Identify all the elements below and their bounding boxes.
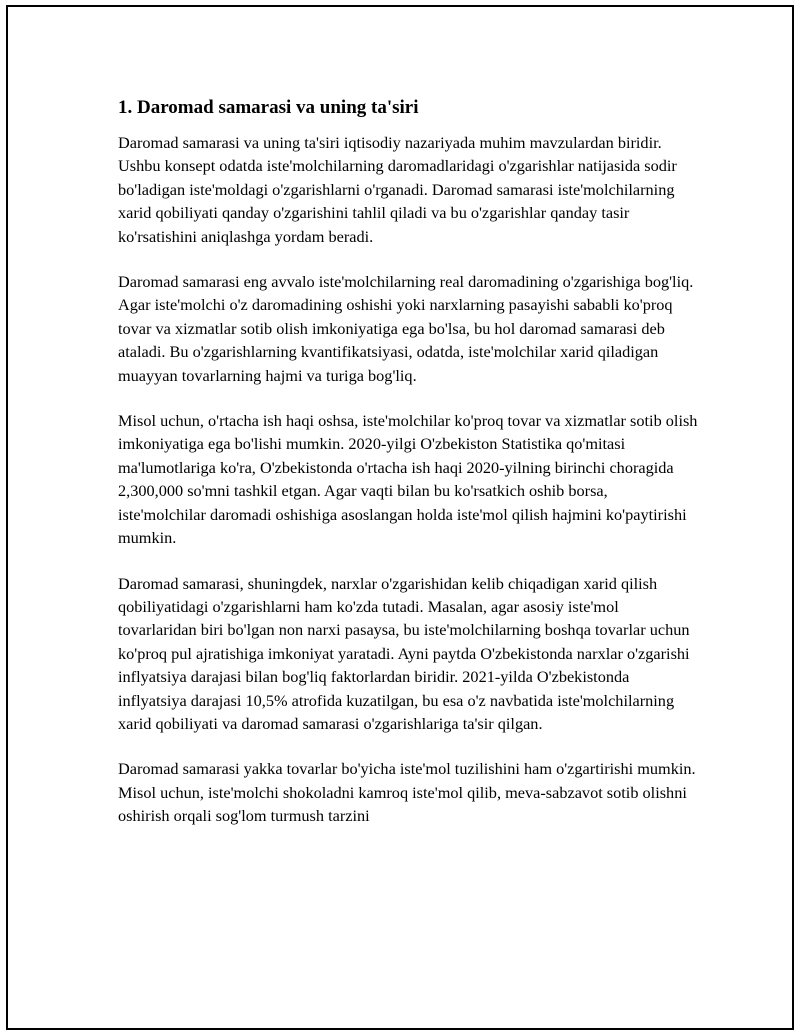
paragraph-5: Daromad samarasi yakka tovarlar bo'yicha iste'mol tuzilishini ham o'zgartirishi mumkin. Misol uchun, iste'molchi shokoladni kamroq iste'mol qilib, meva-sabzavot sotib olishni oshirish orqali sog'lom turmush tarzini <box>118 759 696 826</box>
paragraph-1: Daromad samarasi va uning ta'siri iqtisodiy nazariyada muhim mavzulardan biridir. Ushbu konsept odatda iste'molchilarning daromadlaridagi o'zgarishlar natijasida sodir bo'ladigan iste'moldagi o'zgarishlarni o'rganadi. Daromad samarasi iste'molchilarning xarid qobiliyati qanday o'zgarishini tahlil qiladi va bu o'zgarishlar qanday tasir ko'rsatishini aniqlashga yordam beradi. <box>118 133 677 246</box>
paragraph-3: Misol uchun, o'rtacha ish haqi oshsa, iste'molchilar ko'proq tovar va xizmatlar sotib olish imkoniyatiga ega bo'lishi mumkin. 2020-yilgi O'zbekiston Statistika qo'mitasi ma'lumotlariga ko'ra, O'zbekistonda o'rtacha ish haqi 2020-yilning birinchi choragida 2,300,000 so'mni tashkil etgan. Agar vaqti bilan bu ko'rsatkich oshib borsa, iste'molchilar daromadi oshishiga asoslangan holda iste'mol qilish hajmini ko'paytirishi mumkin. <box>118 411 698 548</box>
document-page <box>6 5 794 1030</box>
section-heading: 1. Daromad samarasi va uning ta'siri <box>118 97 419 118</box>
document-content <box>118 95 698 850</box>
paragraph-4: Daromad samarasi, shuningdek, narxlar o'zgarishidan kelib chiqadigan xarid qilish qobiliyatidagi o'zgarishlarni ham ko'zda tutadi. Masalan, agar asosiy iste'mol tovarlaridan biri bo'lgan non narxi pasaysa, bu iste'molchilarning boshqa tovarlar uchun ko'proq pul ajratishiga imkoniyat yaratadi. Ayni paytda O'zbekistonda narxlar o'zgarishi inflyatsiya darajasi bilan bog'liq faktorlardan biridir. 2021-yilda O'zbekistonda inflyatsiya darajasi 10,5% atrofida kuzatilgan, bu esa o'z navbatida iste'molchilarning xarid qobiliyati va daromad samarasi o'zgarishlariga ta'sir qilgan. <box>118 573 690 733</box>
paragraph-2: Daromad samarasi eng avvalo iste'molchilarning real daromadining o'zgarishiga bog'liq. Agar iste'molchi o'z daromadining oshishi yoki narxlarning pasayishi sababli ko'proq tovar va xizmatlar sotib olish imkoniyatiga ega bo'lsa, bu hol daromad samarasi deb ataladi. Bu o'zgarishlarning kvantifikatsiyasi, odatda, iste'molchilar xarid qiladigan muayyan tovarlarning hajmi va turiga bog'liq. <box>118 272 694 385</box>
